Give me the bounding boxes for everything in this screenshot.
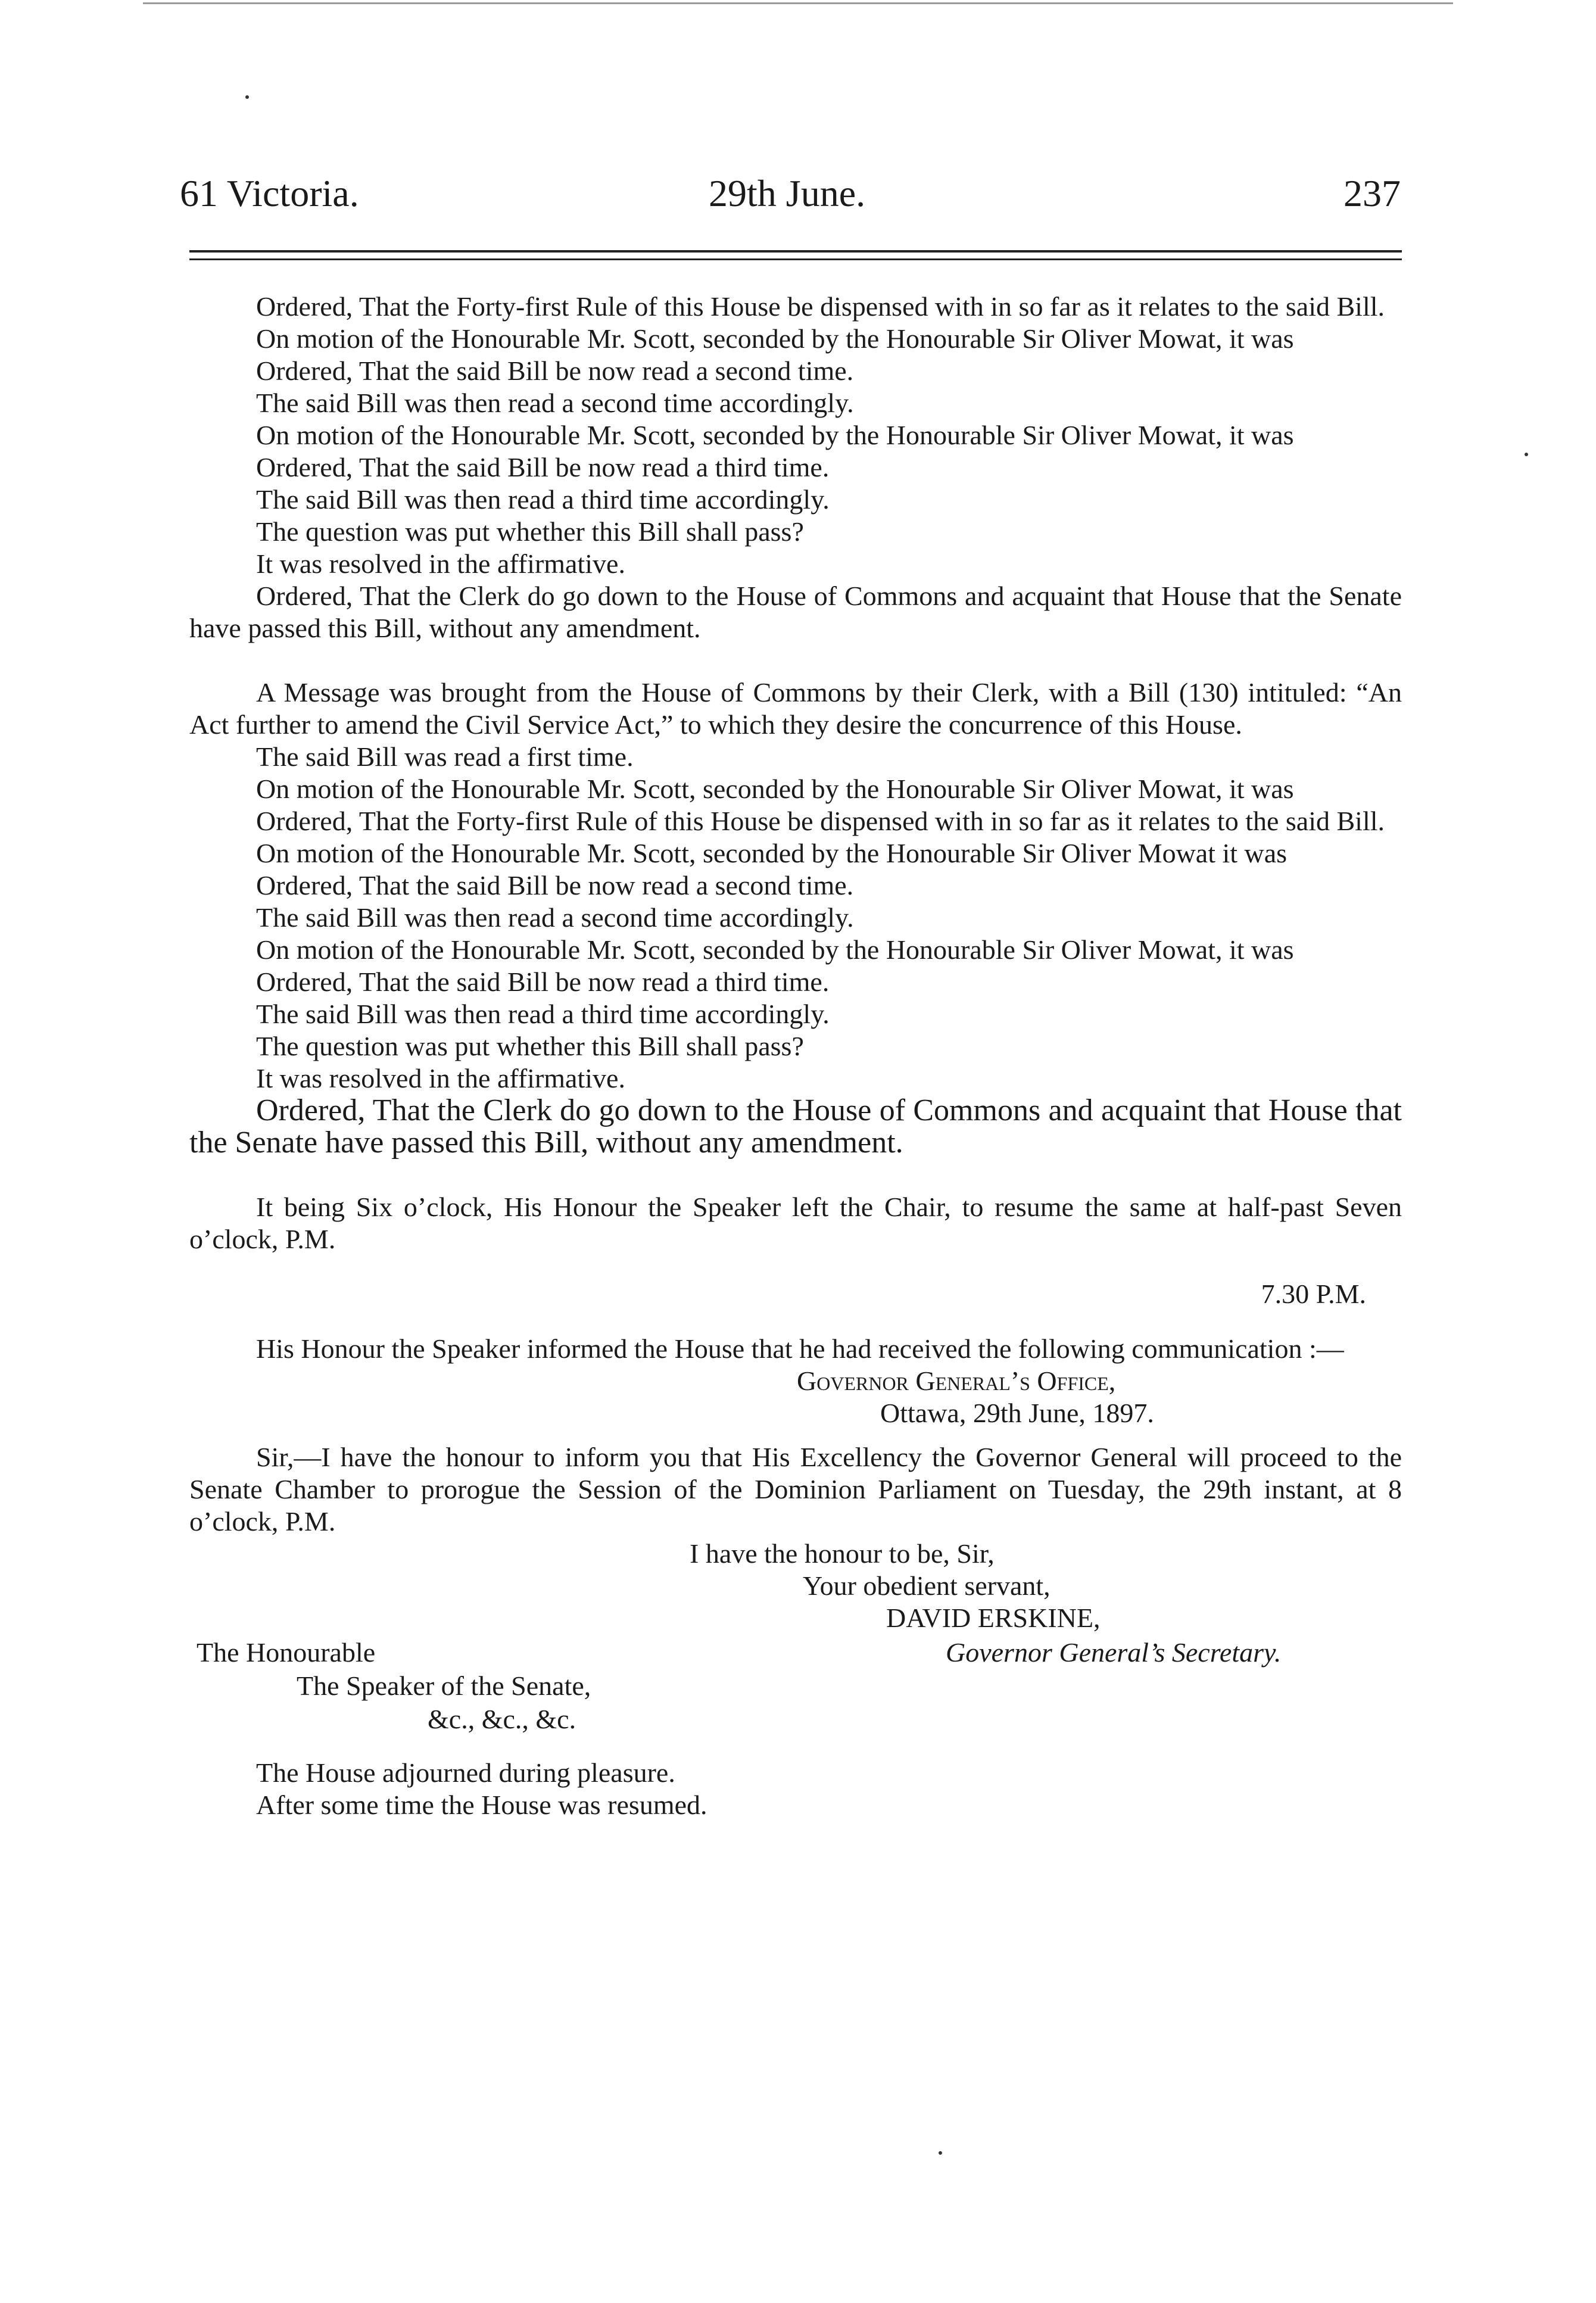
closing-line: After some time the House was resumed. (256, 1790, 707, 1820)
paragraph: Ordered, That the Forty-first Rule of this House be dispensed with in so far as it relates to the said Bill. (256, 806, 1385, 836)
paragraph: The question was put whether this Bill shall pass? (256, 1031, 804, 1061)
page-number: 237 (1343, 172, 1401, 214)
message-paragraph: A Message was brought from the House of Commons by their Clerk, with a Bill (130) intituled: “An Act further to amend the Civil Service Act,” to which they desire the concurrence of this House. (189, 677, 1402, 740)
paragraph: Ordered, That the said Bill be now read a second time. (256, 356, 854, 386)
paragraph: On motion of the Honourable Mr. Scott, seconded by the Honourable Sir Oliver Mowat, it was (256, 934, 1294, 965)
addressee-line-1: The Honourable (197, 1637, 376, 1668)
section-gap (189, 644, 1402, 677)
paragraph: On motion of the Honourable Mr. Scott, seconded by the Honourable Sir Oliver Mowat, it was (256, 774, 1294, 804)
paragraph: Ordered, That the Clerk do go down to the House of Commons and acquaint that House that the Senate have passed this Bill, without any amendment. (189, 1093, 1402, 1160)
closing-line: The House adjourned during pleasure. (256, 1757, 675, 1788)
section-gap (189, 1255, 1402, 1278)
paragraph: The question was put whether this Bill shall pass? (256, 516, 804, 547)
paragraph: On motion of the Honourable Mr. Scott, seconded by the Honourable Sir Oliver Mowat it was (256, 838, 1288, 868)
paragraph: Ordered, That the Clerk do go down to the House of Commons and acquaint that House that the Senate have passed this Bill, without any amendment. (189, 581, 1402, 643)
paragraph: Ordered, That the said Bill be now read a second time. (256, 870, 854, 900)
journal-date: 29th June. (709, 172, 866, 214)
section-gap (189, 1310, 1402, 1333)
paragraph: On motion of the Honourable Mr. Scott, seconded by the Honourable Sir Oliver Mowat, it was (256, 323, 1294, 354)
signature-block (189, 1538, 1402, 1734)
paragraph: The said Bill was then read a third time accordingly. (256, 999, 830, 1029)
section-gap (189, 1159, 1402, 1191)
paragraph: The said Bill was then read a third time accordingly. (256, 484, 830, 515)
paragraph: It was resolved in the affirmative. (256, 549, 625, 579)
scan-speck (245, 95, 249, 99)
scan-top-edge (143, 2, 1453, 4)
paragraph: The said Bill was then read a second time accordingly. (256, 388, 854, 418)
letter-closing: I have the honour to be, Sir, (690, 1538, 995, 1569)
letter-signature: DAVID ERSKINE, (886, 1603, 1101, 1633)
letter-body: Sir,—I have the honour to inform you that His Excellency the Governor General will proceed to the Senate Chamber to prorogue the Session of the Dominion Parliament on Tuesday, the 29th instant, at 8 o’clock, P.M. (189, 1442, 1402, 1537)
scan-speck (1525, 453, 1528, 456)
letter-signatory-title: Governor General’s Secretary. (946, 1637, 1282, 1668)
recess-paragraph: It being Six o’clock, His Honour the Speaker left the Chair, to resume the same at half-past Seven o’clock, P.M. (189, 1192, 1402, 1254)
letter-servant: Your obedient servant, (803, 1570, 1051, 1601)
letter-place-date: Ottawa, 29th June, 1897. (880, 1398, 1154, 1428)
regnal-year: 61 Victoria. (180, 172, 359, 214)
paragraph: On motion of the Honourable Mr. Scott, seconded by the Honourable Sir Oliver Mowat, it was (256, 420, 1294, 450)
addressee-line-3: &c., &c., &c. (428, 1704, 576, 1734)
scan-speck (939, 2151, 942, 2155)
letter-office: Governor General’s Office, (797, 1366, 1116, 1396)
paragraph: Ordered, That the Forty-first Rule of this House be dispensed with in so far as it relates to the said Bill. (256, 291, 1385, 322)
paragraph: Ordered, That the said Bill be now read a third time. (256, 967, 830, 997)
communication-intro: His Honour the Speaker informed the House that he had received the following communication :— (256, 1333, 1344, 1364)
paragraph: Ordered, That the said Bill be now read a third time. (256, 452, 830, 482)
header-rule-bottom (189, 258, 1402, 260)
paragraph: It was resolved in the affirmative. (256, 1063, 625, 1093)
section-gap (189, 1429, 1402, 1441)
sitting-time: 7.30 P.M. (1261, 1279, 1366, 1309)
paragraph: The said Bill was then read a second time accordingly. (256, 902, 854, 933)
header-rule-top (189, 250, 1402, 253)
paragraph: The said Bill was read a first time. (256, 741, 634, 772)
section-gap (189, 1734, 1402, 1757)
journal-body (189, 291, 1402, 1821)
page-header (180, 172, 1401, 225)
addressee-line-2: The Speaker of the Senate, (297, 1671, 591, 1701)
